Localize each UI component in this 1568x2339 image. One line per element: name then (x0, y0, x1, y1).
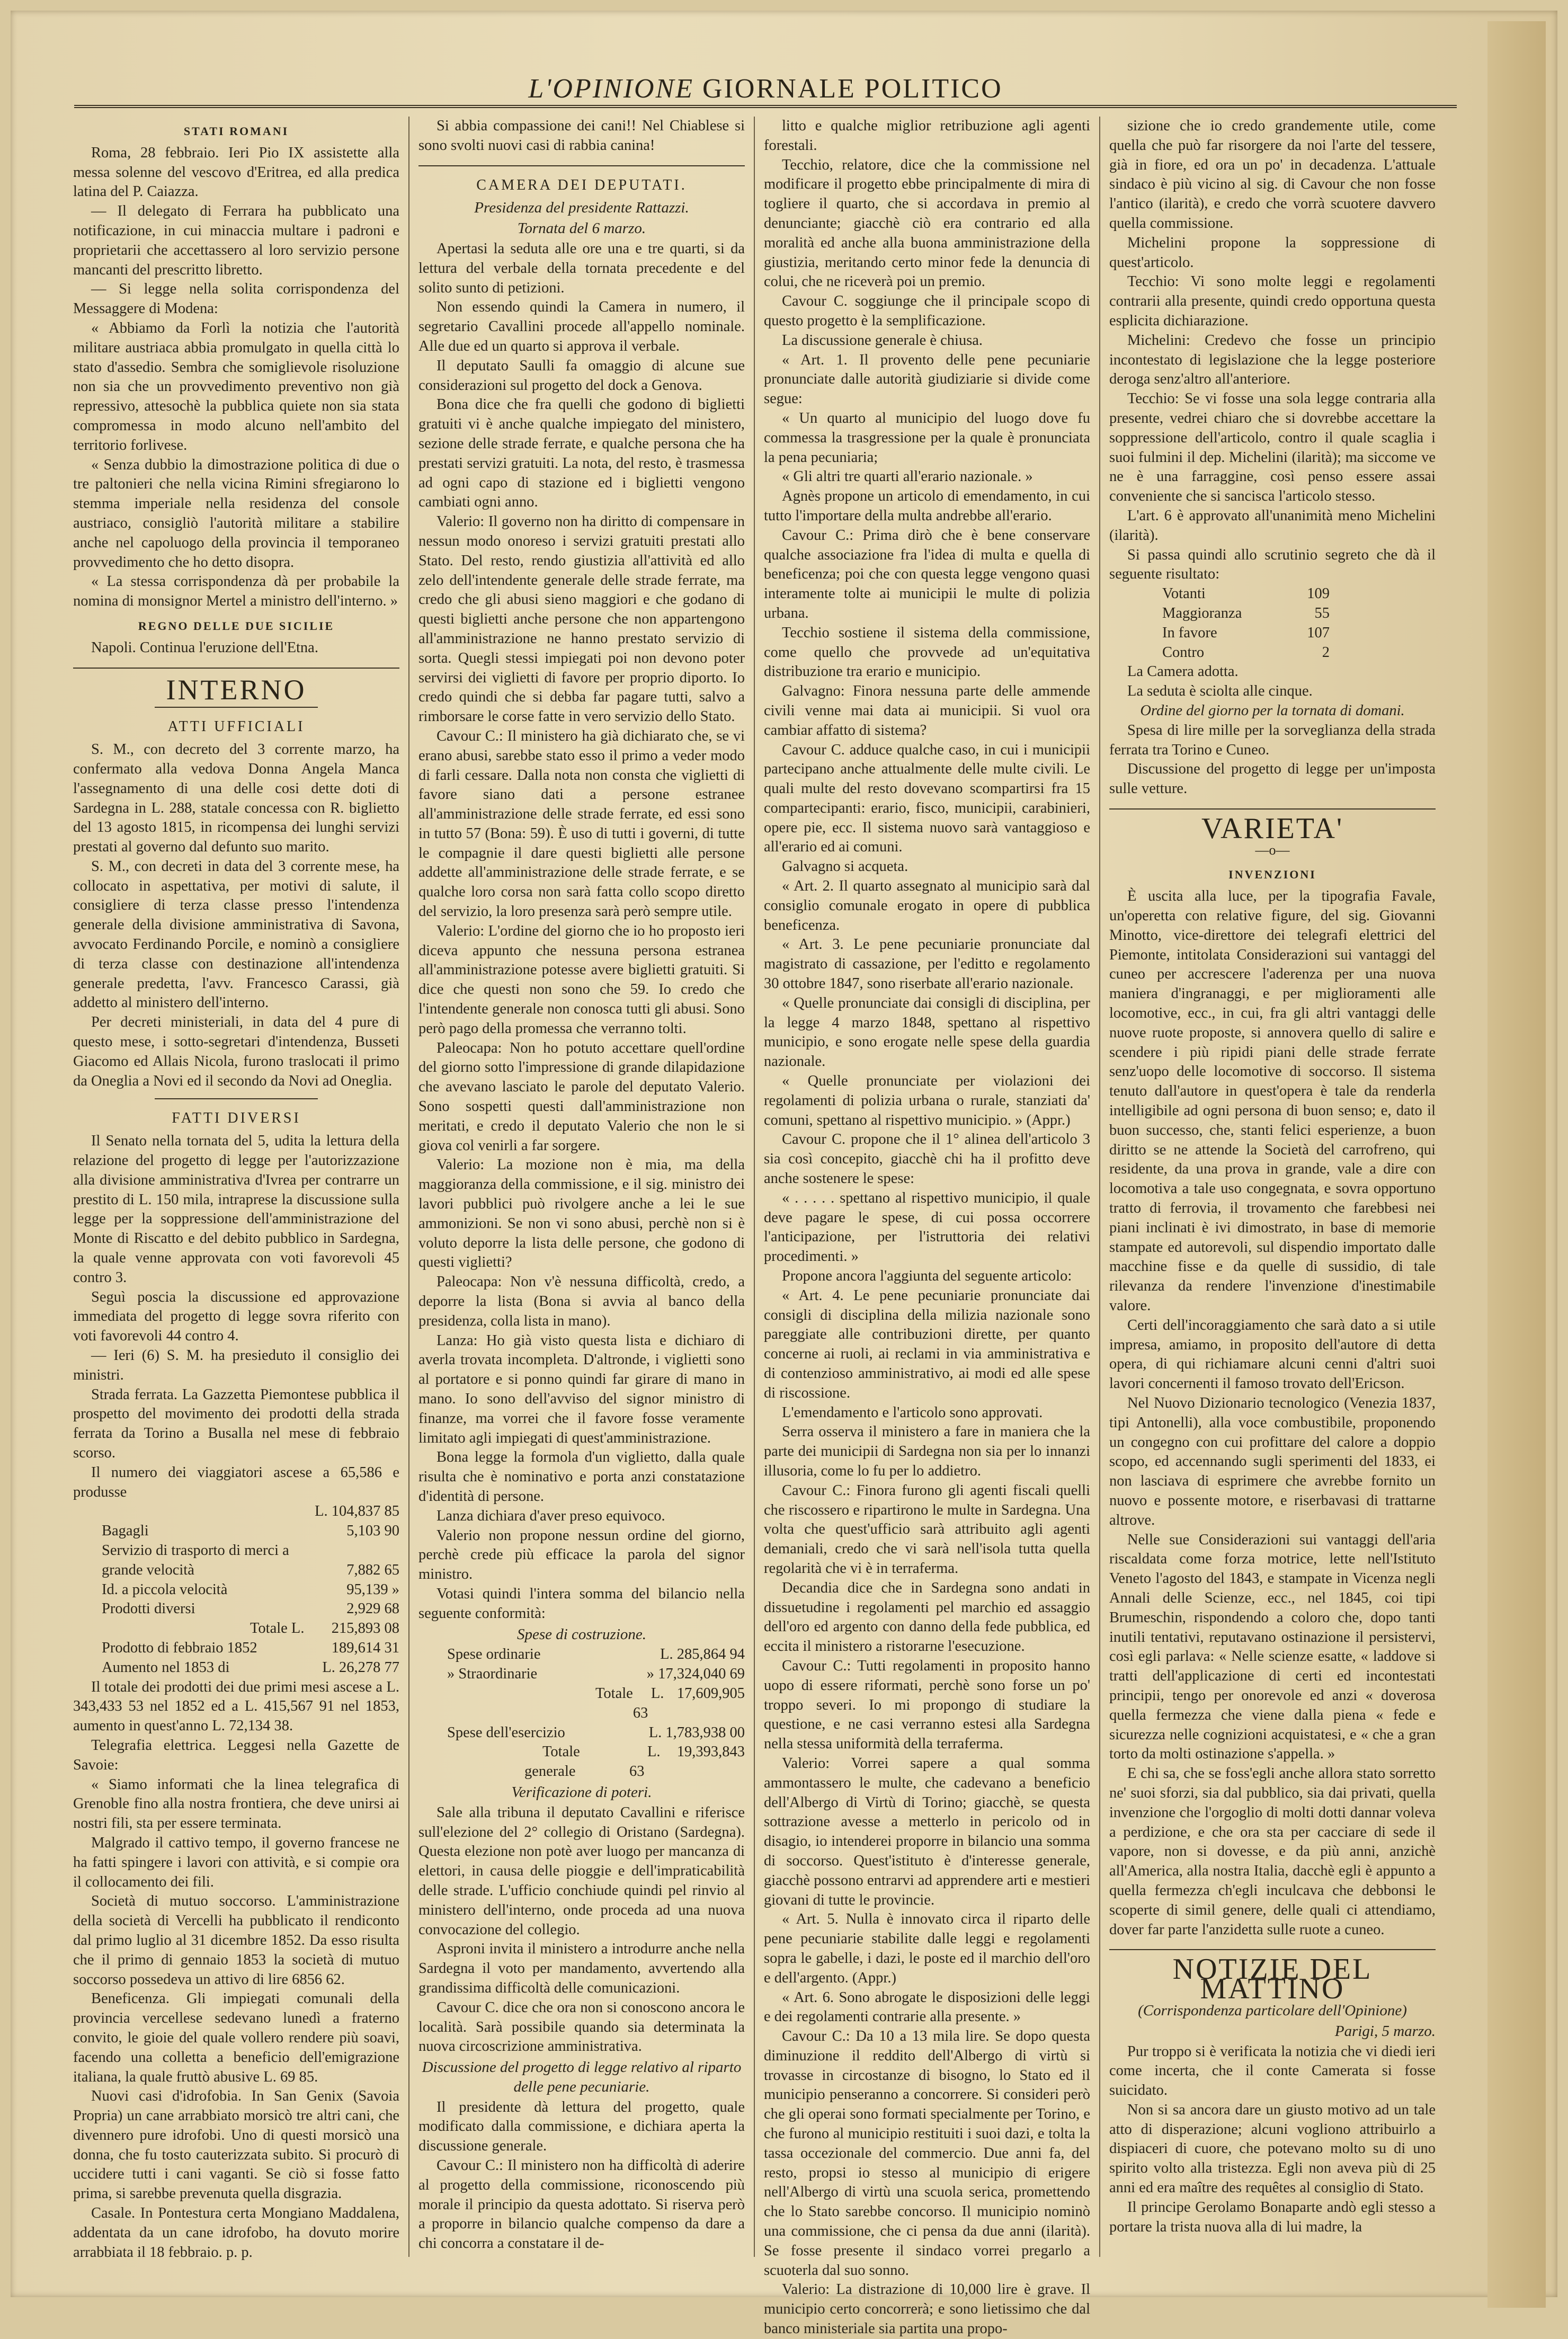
divider (73, 668, 399, 669)
article-paragraph: Cavour C.: Finora furono gli agenti fiscali quelli che riscossero e ripartirono le multe in Sardegna. Una volta che quest'ufficio sarà attribuito agli agenti demaniali, credo che vi sarà nell'isola tutta quella regolarità che vi è in terraferma. (764, 1482, 1090, 1577)
article-paragraph: Non essendo quindi la Camera in numero, il segretario Cavallini procede all'appello nominale. Alle due ed un quarto si approva il verbale. (418, 299, 745, 354)
article-paragraph: « Siamo informati che la linea telegrafica di Grenoble fino alla nostra frontiera, che deve unirsi ai nostri fili, sta per essere terminata. (73, 1776, 399, 1832)
table-row: Totale L. 215,893 08 (250, 1620, 399, 1637)
article-paragraph: « Art. 2. Il quarto assegnato al municipio sarà dal consiglio comunale erogato in opere di pubblica beneficenza. (764, 878, 1090, 933)
article-paragraph: Bona dice che fra quelli che godono di biglietti gratuiti vi è anche qualche impiegato del ministero, sezione delle strade ferrate, e qualche persona che ha prestati servizi gratuiti. La nota, del resto, è trasmessa ad ogni capo di stazione ed i biglietti vengono cambiati ogni anno. (418, 396, 745, 511)
column-1 (73, 117, 399, 2261)
subheading: Tornata del 6 marzo. (517, 220, 646, 237)
railway-table (73, 1502, 399, 1677)
article-paragraph: Società di mutuo soccorso. L'amministrazione della società di Vercelli ha pubblicato il rendiconto dal primo luglio al 31 dicembre 1852. Da esso risulta che il primo di gennaio 1853 la società di mutuo soccorso possedeva un attivo di lire 6856 62. (73, 1893, 399, 1988)
article-paragraph: Cavour C.: Da 10 a 13 mila lire. Se dopo questa diminuzione il reddito dell'Albergo di virtù si trovasse in circostanze di bisogno, lo Stato ed il municipio penseranno a concorrere. Si consideri però che gli operai sono formati specialmente per Torino, e che furono al municipio restituiti i suoi dazi, e tolta la tassa occezionale del commercio. Due anni fa, del resto, propsi io stesso al municipio di erigere nell'Albergo di virtù una scuola serica, promettendo che lo Stato sarebbe concorso. Il municipio nominò una commissione, che ci pensa da due anni (ilarità). Se fosse presente il sindaco vorrei pregarlo a scuoterla dal suo sonno. (764, 2028, 1090, 2279)
article-paragraph: « Senza dubbio la dimostrazione politica di due o tre paltonieri che nella vicina Rimini sfregiarono lo stemma imperiale nella residenza del console austriaco, consigliò l'autorità militare a stabilire anche nel capoluogo della provincia il temporaneo provvedimento che ho detto disopra. (73, 456, 399, 571)
article-paragraph: Nuovi casi d'idrofobia. In San Genix (Savoia Propria) un cane arrabbiato morsicò tre altri cani, che divennero pure idrofobi. Uno di questi morsicò una donna, che fu tosto cauterizzata subito. Si procurò di uccidere tutti i cani vaganti. Se ciò si fosse fatto prima, si sarebbe prevenuta quella disgrazia. (73, 2088, 399, 2202)
article-paragraph: « La stessa corrispondenza dà per probabile la nomina di monsignor Mertel a ministro dell'interno. » (73, 573, 399, 610)
article-paragraph: Sale alla tribuna il deputato Cavallini e riferisce sull'elezione del 2° collegio di Oristano (Sardegna). Questa elezione non potè aver luogo per mancanza di elettori, in causa delle pioggie e dell'impraticabilità delle strade. L'ufficio conchiude quindi pel rinvio al ministero dell'interno, onde proceda ad una nuova convocazione del collegio. (418, 1804, 745, 1938)
article-paragraph: L'emendamento e l'articolo sono approvati. (782, 1404, 1043, 1421)
table-row: » Straordinarie » 17,324,040 69 (447, 1666, 745, 1683)
article-paragraph: Michelini: Credevo che fosse un principio incontestato di legislazione che la legge posteriore deroga senz'altro all'anteriore. (1109, 332, 1436, 388)
article-paragraph: Cavour C.: Prima dirò che è bene conservare qualche associazione fra l'idea di multa e quella di beneficenza; poi che con questa legge vengono quasi interamente tolte ai municipii le multe di polizia urbana. (764, 527, 1090, 621)
subheading: Discussione del progetto di legge relativo al riparto delle pene pecuniarie. (422, 2059, 742, 2095)
table-row: Spese ordinarie L. 285,864 94 (447, 1646, 745, 1663)
article-paragraph: La seduta è sciolta alle cinque. (1127, 683, 1313, 700)
column-rule (408, 117, 409, 2257)
subsection-heading: ATTI UFFICIALI (167, 718, 305, 735)
column-3 (764, 117, 1090, 2337)
article-paragraph: L'art. 6 è approvato all'unanimità meno Michelini (ilarità). (1109, 507, 1436, 544)
article-paragraph: Il numero dei viaggiatori ascese a 65,586 e produsse (73, 1464, 399, 1500)
newspaper-title: L'OPINIONE GIORNALE POLITICO (528, 74, 1003, 104)
article-paragraph: Il deputato Saulli fa omaggio di alcune sue considerazioni sul progetto del dock a Genova. (418, 357, 745, 394)
article-paragraph: Certi dell'incoraggiamento che sarà dato a si utile impresa, amiamo, in proposito dell'autore di detta opera, di qui richiamare alcuni cenni d'altri suoi lavori concernenti il famoso trovato dell'Ericson. (1109, 1317, 1436, 1392)
section-heading: REGNO DELLE DUE SICILIE (138, 619, 335, 633)
article-paragraph: Strada ferrata. La Gazzetta Piemontese pubblica il prospetto del movimento dei prodotti della strada ferrata da Torino a Busalla nel mese di febbraio scorso. (73, 1386, 399, 1461)
article-paragraph: Pur troppo si è verificata la notizia che vi diedi ieri come incerta, che il conte Camerata si fosse suicidato. (1109, 2043, 1436, 2099)
article-paragraph: Cavour C.: Tutti regolamenti in proposito hanno uopo di essere riformati, perchè sono forse un po' troppo severi. Io mi propongo di studiare la questione, e ne casi verranno estesi alla Sardegna nella stessa uniformità della terraferma. (764, 1657, 1090, 1753)
article-paragraph: Valerio non propone nessun ordine del giorno, perchè crede più efficace la parola del signor ministro. (418, 1527, 745, 1583)
table-row: Prodotti diversi 2,929 68 (102, 1600, 399, 1617)
article-paragraph: Cavour C. adduce qualche caso, in cui i municipii partecipano anche attualmente delle multe civili. Le quali multe del resto dovevano scompartirsi fra 15 compartecipanti: erario, fisco, municipii, carabinieri, opere pie, ecc. Il sistema nuovo sarà vantaggioso e all'erario ed ai comuni. (764, 741, 1090, 856)
article-paragraph: « Abbiamo da Forlì la notizia che l'autorità militare austriaca abbia promulgato in quella città lo stato d'assedio. Sembra che somiglievole risoluzione non sia che un provvedimento preventivo non già repressivo, attesochè la pubblica quiete non sia stata compromessa in modo alcuno nell'ambito del territorio forlivese. (73, 319, 399, 453)
article-paragraph: Per decreti ministeriali, in data del 4 pure di questo mese, i sotto-segretari d'intendenza, Busseti Giacomo ed Allais Nicola, furono traslocati il primo da Oneglia a Novi ed il secondo da Novi ad Oneglia. (73, 1014, 399, 1089)
article-paragraph: « Un quarto al municipio del luogo dove fu commessa la trasgressione per la quale è pronunciata la pena pecuniaria; (764, 410, 1090, 466)
section-heading: CAMERA DEI DEPUTATI. (476, 176, 687, 193)
article-paragraph: Paleocapa: Non ho potuto accettare quell'ordine del giorno sotto l'impressione di grande dilapidazione che avevano lasciato le parole del deputato Valerio. Sono sospetti questi dall'amministrazione non meritati, e credo il deputato Valerio che non le si giova col venirli a far sorgere. (418, 1039, 745, 1154)
article-paragraph: La discussione generale è chiusa. (782, 332, 983, 349)
article-paragraph: Malgrado il cattivo tempo, il governo francese ne ha fatti spingere i lavori con attività, e si compie ora il collocamento dei fili. (73, 1834, 399, 1890)
article-paragraph: Cavour C.: Il ministero ha già dichiarato che, se vi erano abusi, sarebbe stato esso il primo a veder modo di farli cessare. Dalla nota non consta che viglietti di favore siano dati a persone estranee all'amministrazione delle strade ferrate, ed essi sono in tutto 57 (Bona: 59). È uso di tutti i governi, di tutte le compagnie il dare questi biglietti alle persone addette all'amministrazione delle strade ferrate, e se qualche loro corsa non sarà fatta collo scopo diretto del servizio, la loro presenza sarà però sempre utile. (418, 727, 745, 920)
subsection-heading: FATTI DIVERSI (172, 1110, 301, 1127)
article-paragraph: Cavour C. soggiunge che il principale scopo di questo progetto è la semplificazione. (764, 293, 1090, 329)
article-paragraph: Discussione del progetto di legge per un'imposta sulle vetture. (1109, 761, 1436, 797)
article-paragraph: Il principe Gerolamo Bonaparte andò egli stesso a portare la trista nuova alla di lui madre, la (1109, 2199, 1436, 2235)
article-paragraph: Valerio: La mozione non è mia, ma della maggioranza della commissione, e il sig. ministro dei lavori pubblici può rivolgere anche a lei le sue ammonizioni. Se non vi sono abusi, perchè non si è voluto deporre la lista delle persone, che godono di questi viglietti? (418, 1157, 745, 1271)
article-paragraph: E chi sa, che se foss'egli anche allora stato sorretto ne' suoi sforzi, sia dal pubblico, sia dai privati, quella invenzione che l'orgoglio di molti dotti dannar voleva a perdizione, e che ora sta per cacciare di sede il vapore, non si dovesse, e da più anni, anzichè all'America, alla nostra Italia, dacchè egli è appunto a quella fermezza ch'egli inculcava che debbonsi le scoperte di simil genere, delle quali ci attendiamo, dover far parte l'anzidetta sulle ruote a cuneo. (1109, 1765, 1436, 1938)
article-paragraph: Telegrafia elettrica. Leggesi nella Gazette de Savoie: (73, 1737, 399, 1773)
article-paragraph: Propone ancora l'aggiunta del seguente articolo: (782, 1268, 1072, 1285)
section-heading: VARIETA' (1201, 812, 1344, 845)
article-paragraph: « Art. 3. Le pene pecuniarie pronunciate dal magistrato di cassazione, per l'editto e regolamento 30 ottobre 1847, sono riserbate all'erario nazionale. (764, 936, 1090, 992)
table-row: In favore 107 (1162, 624, 1330, 641)
ornament: —o— (1255, 842, 1290, 858)
column-rule (754, 117, 755, 2257)
article-paragraph: — Si legge nella solita corrispondenza del Messaggere di Modena: (73, 281, 399, 317)
table-row: grande velocità 7,882 65 (102, 1561, 399, 1578)
article-paragraph: Tecchio: Se vi fosse una sola legge contraria alla presente, vedrei chiaro che si dovrebbe accettare la soppressione dell'articolo, contro il quale scaglia i suoi fulmini il dep. Michelini (ilarità); ma siccome ve ne è una farraggine, così penso essere assai conveniente che si sancisca l'articolo stesso. (1109, 390, 1436, 505)
subheading: (Corrispondenza particolare dell'Opinione) (1138, 2002, 1407, 2019)
article-paragraph: « Quelle pronunciate per violazioni dei regolamenti di polizia urbana o rurale, stanziati da' comuni, spettano al rispettivo municipio. » (Appr.) (764, 1073, 1090, 1128)
article-paragraph: Casale. In Pontestura certa Mongiano Maddalena, addentata da un cane idrofobo, ha dovuto morire arrabbiata il 18 febbraio. p. p. (73, 2205, 399, 2261)
table-row: Contro 2 (1162, 644, 1330, 661)
article-paragraph: Decandia dice che in Sardegna sono andati in dissuetudine i regolamenti pel marchio ed assaggio dell'oro ed argento con danno della fede pubblica, ed eccita il ministero a ristorarne l'esecuzione. (764, 1579, 1090, 1655)
article-paragraph: La Camera adotta. (1127, 663, 1239, 680)
article-paragraph: Michelini propone la soppressione di quest'articolo. (1109, 234, 1436, 271)
article-paragraph: « Art. 1. Il provento delle pene pecuniarie pronunciate dalle autorità giudiziarie si divide come segue: (764, 351, 1090, 407)
article-paragraph: « . . . . . spettano al rispettivo municipio, il quale deve pagare le spese, di cui possa occorrere l'anticipazione, per l'istruttoria dei relativi procedimenti. » (764, 1189, 1090, 1265)
table-row: Prodotto di febbraio 1852 189,614 31 (102, 1639, 399, 1656)
table-row: Servizio di trasporto di merci a (102, 1542, 289, 1559)
table-row: Id. a piccola velocità 95,139 » (102, 1581, 399, 1598)
table-row: Totale generale L. 19,393,843 63 (524, 1744, 745, 1780)
article-paragraph: Napoli. Continua l'eruzione dell'Etna. (91, 639, 318, 656)
article-paragraph: Agnès propone un articolo di emendamento, in cui tutto l'importare della multa andrebbe all'erario. (764, 488, 1090, 524)
article-paragraph: Si passa quindi allo scrutinio segreto che dà il seguente risultato: (1109, 546, 1436, 583)
table-row: L. 104,837 85 (315, 1503, 399, 1520)
article-paragraph: Asproni invita il ministero a introdurre anche nella Sardegna il voto per mandamento, avvertendo alla grandissima difficoltà delle comunicazioni. (418, 1941, 745, 1996)
article-paragraph: — Il delegato di Ferrara ha pubblicato una notificazione, in cui minaccia multare i padroni e proprietarii che accettassero al loro servizio persone mancanti del prescritto libretto. (73, 203, 399, 278)
article-paragraph: « Art. 4. Le pene pecuniarie pronunciate dai consigli di disciplina della milizia nazionale sono pareggiate alle contribuzioni dirette, per quanto concerne ai ruoli, ai reclami in via amministrativa e di contenzioso amministrativo, ai modi ed alle spese di riscossione. (764, 1287, 1090, 1401)
subheading: Spese di costruzione. (516, 1625, 647, 1643)
table-row: Aumento nel 1853 di L. 26,278 77 (102, 1659, 399, 1676)
column-4 (1109, 117, 1436, 2257)
vote-table (1109, 584, 1436, 662)
article-paragraph: S. M., con decreto del 3 corrente marzo, ha confermato alla vedova Donna Angela Manca l'assegnamento di una delle cosi dette doti di Sardegna in L. 288, statale concessa con R. biglietto del 13 agosto 1815, in ricompensa dei lunghi servizi prestati al governo dal defunto suo marito. (73, 741, 399, 856)
article-paragraph: È uscita alla luce, per la tipografia Favale, un'operetta con relative figure, del sig. Giovanni Minotto, vice-direttore dei telegrafi elettrici del Piemonte, intitolata Considerazioni sui vantaggi del cuneo per accrescere l'aderenza per una nuova maniera d'ingranaggi, e per miglioramenti alle locomotive, ecc., in cui, fra gli altri vantaggi delle nuove ruote proposte, si annovera quello di salire e scendere i più ripidi piani delle strade ferrate senz'uopo delle locomotive di soccorso. Il sistema tenuto dall'autore in quest'opera è tale da renderla intelligibile ad ogni persona di buon senso; e, dato il buon successo, che, stanti felici esperienze, a buon diritto se ne attende la Società del carrofreno, qui residente, da una prova in grande, vale a dire con locomotiva a tale uso congegnata, e sovra opportuno tratto di ferrovia, il trovamento che farebbesi nei piani inclinati è ivi dimostrato, in base di memorie stampate ed autorevoli, sul dispendio importato dalle macchine fisse e da quelle di sussidio, di tale rilevanza da rendere l'invenzione d'inestimabile valore. (1109, 888, 1436, 1314)
article-paragraph: Non si sa ancora dare un giusto motivo ad un tale atto di disperazione; alcuni vogliono attribuirlo a dispiaceri di cuore, che potevano molto su di uno spirito volto alla tristezza. Egli non aveva più di 25 anni ed era maître des requêtes al consiglio di Stato. (1109, 2101, 1436, 2196)
article-paragraph: Tecchio, relatore, dice che la commissione nel modificare il progetto ebbe principalmente di mira di togliere il quarto, che si accordava in premio al denunciante; giacchè ciò era contrario ed alla moralità ed anche alla buona amministrazione della giustizia, meritando certo minor fede la denuncia di colui, che ne riceverà poi un premio. (764, 156, 1090, 290)
article-paragraph: sizione che io credo grandemente utile, come quella che può far risorgere da noi l'arte del tessere, già in fiore, ed ora un po' in decadenza. L'attuale sindaco è più vicino al sig. di Cavour che non fosse l'antico (ilarità), e credo che vorrà scuotere davvero quella commissione. (1109, 118, 1436, 232)
article-paragraph: Lanza: Ho già visto questa lista e dichiaro di averla trovata incompleta. D'altronde, i viglietti sono al portatore e si ponno quindi far girare di mano in mano. Io sono dell'avviso del signor ministro di finanze, ma vorrei che il favore fosse veramente limitato agli impiegati di quest'amministrazione. (418, 1332, 745, 1446)
article-paragraph: — Ieri (6) S. M. ha presieduto il consiglio dei ministri. (73, 1347, 399, 1383)
table-row: Spese dell'esercizio L. 1,783,938 00 (447, 1724, 745, 1741)
article-paragraph: Nelle sue Considerazioni sui vantaggi dell'aria riscaldata come forza motrice, lette nell'Istituto Veneto l'agosto del 1843, e stampate in Vicenza negli Annali delle Scienze, ecc., nel 1845, coi tipi Brumeschin, rispondendo a coloro che, dopo tanti inutili tentativi, reputavano ostinazione il persistervi, così egli parlava: « Nelle scienze esatte, « laddove si tratti dell'applicazione di certi ed incontestati principii, tengo per onorevole ed anzi « doverosa quella fermezza che viene dalla piena « fede e sicurezza nelle cognizioni acquistatesi, e « che a gran torto da molti ostinazione s'appella. » (1109, 1531, 1436, 1763)
article-paragraph: Galvagno: Finora nessuna parte delle ammende civili venne mai data ai municipii. Si vuol ora cambiar affatto di sistema? (764, 683, 1090, 739)
divider (1109, 808, 1436, 810)
article-paragraph: Nel Nuovo Dizionario tecnologico (Venezia 1837, tipi Antonelli), alla voce combustibile, proponendo un congegno con cui profittare del calore a doppio scopo, ed accennando sugli sperimenti del 1833, ei non lasciava di esprimere che avrebbe fornito un nuovo e possente motore, e riserbavasi di trattarne altrove. (1109, 1395, 1436, 1528)
divider (418, 165, 745, 166)
article-paragraph: « Quelle pronunciate dai consigli di disciplina, per la legge 4 marzo 1848, spettano al rispettivo municipio, e sono erogate nelle spese della guardia nazionale. (764, 994, 1090, 1070)
column-rule (1099, 117, 1100, 2257)
subsection-heading: INVENZIONI (1228, 868, 1316, 882)
article-paragraph: Cavour C. propone che il 1° alinea dell'articolo 3 sia così concepito, giacchè chi ha il profitto deve anche sostenere le spese: (764, 1131, 1090, 1187)
article-paragraph: « Art. 6. Sono abrogate le disposizioni delle leggi e dei regolamenti contrarie alla presente. » (764, 1989, 1090, 2025)
divider (1109, 1949, 1436, 1950)
masthead (74, 42, 1457, 108)
article-paragraph: Il presidente dà lettura del progetto, quale modificato dalla commissione, e dichiara aperta la discussione generale. (418, 2098, 745, 2155)
article-paragraph: Apertasi la seduta alle ore una e tre quarti, si da lettura del verbale della tornata precedente e del solito sunto di petizioni. (418, 240, 745, 296)
section-heading: STATI ROMANI (183, 124, 289, 138)
article-paragraph: Votasi quindi l'intera somma del bilancio nella seguente conformità: (418, 1585, 745, 1622)
article-paragraph: Valerio: La distrazione di 10,000 lire è grave. Il municipio certo concorrerà; e sono lietissimo che dal banco ministeriale sia partita una propo- (764, 2281, 1090, 2337)
article-paragraph: Roma, 28 febbraio. Ieri Pio IX assistette alla messa solenne del vescovo d'Eritrea, ed alla predica latina del P. Caiazza. (73, 144, 399, 200)
newspaper-page (11, 11, 1557, 2337)
column-2 (418, 117, 745, 2257)
page-edge (1487, 21, 1546, 2308)
article-paragraph: Cavour C. dice che ora non si conoscono ancora le località. Sarà possibile quando sia determinata la nuova circoscrizione amministrativa. (418, 1999, 745, 2055)
article-paragraph: Lanza dichiara d'aver preso equivoco. (436, 1507, 665, 1524)
article-paragraph: Valerio: L'ordine del giorno che io ho proposto ieri diceva appunto che nessuna persona estranea all'amministrazione potesse avere biglietti gratuiti. Si dice che questi non sono che 59. Io credo che l'intendente generale non conosca tutti gli abusi. Sono però pago della promessa che verranno tolti. (418, 922, 745, 1037)
article-paragraph: Beneficenza. Gli impiegati comunali della provincia vercellese sedevano lunedì a fraterno convito, le gioie del quale vollero rendere più soavi, facendo una colletta a beneficio dell'emigrazione italiana, la quale fruttò abusive L. 69 85. (73, 1990, 399, 2085)
article-paragraph: « Gli altri tre quarti all'erario nazionale. » (782, 468, 1033, 485)
article-paragraph: Galvagno si acqueta. (782, 858, 908, 875)
table-row: Totale L. 17,609,905 63 (595, 1685, 745, 1721)
article-paragraph: Tecchio: Vi sono molte leggi e regolamenti contrarii alla presente, quindi credo opportuna questa esplicita dichiarazione. (1109, 273, 1436, 329)
article-paragraph: Il Senato nella tornata del 5, udita la lettura della relazione del progetto di legge per l'autorizzazione alla divisione amministrativa d'Ivrea per contrarre un prestito di L. 150 mila, intraprese la discussione sulla legge per la soppressione dell'amministrazione del Monte di Riscatto e del debito pubblico in Sardegna, la quale venne approvata con voti favorevoli 45 contro 3. (73, 1133, 399, 1286)
article-paragraph: Si abbia compassione dei cani!! Nel Chiablese si sono svolti nuovi casi di rabbia canina! (418, 118, 745, 154)
dateline: Parigi, 5 marzo. (1334, 2022, 1436, 2040)
budget-table (418, 1645, 745, 1782)
article-paragraph: « Art. 5. Nulla è innovato circa il riparto delle pene pecuniarie stabilite dalle leggi e regolamenti sopra le gabelle, i dazi, le poste ed il marchio dell'oro e dell'argento. (Appr.) (764, 1911, 1090, 1986)
article-paragraph: Valerio: Vorrei sapere a qual somma ammontassero le multe, che cadevano a beneficio dell'Albergo di Virtù di Torino; giacchè, se questa sottrazione avesse a metterlo in pericolo od in disagio, io intenderei proporre in bilancio una somma di soccorso. Quest'istituto è d'interesse generale, giacchè possono entrarvi ad apprendere arti e mestieri giovani di tutte le provincie. (764, 1755, 1090, 1908)
article-paragraph: Spesa di lire mille per la sorveglianza della strada ferrata tra Torino e Cuneo. (1109, 722, 1436, 758)
article-paragraph: Tecchio sostiene il sistema della commissione, come quello che provvede ad un'equitativa distribuzione tra erario e municipio. (764, 624, 1090, 680)
subheading: Presidenza del presidente Rattazzi. (474, 199, 689, 217)
article-paragraph: litto e qualche miglior retribuzione agli agenti forestali. (764, 118, 1090, 154)
table-row: Bagagli 5,103 90 (102, 1523, 399, 1540)
article-paragraph: Seguì poscia la discussione ed approvazione immediata del progetto di legge sovra riferito con voti favorevoli 44 contro 4. (73, 1288, 399, 1345)
article-paragraph: Valerio: Il governo non ha diritto di compensare in nessun modo onoreso i servizi gratuiti prestati allo Stato. Del resto, rendo giustizia all'attività ed allo zelo dell'intendente generale delle strade ferrate, ma credo che gli abusi sieno maggiori e che godano di questi biglietti anche persone che non appartengono all'amministrazione ne hanno prestato servizio di sorta. Quegli stessi impiegati poi non devono poter servirsi dei viglietti di favore per proprio diporto. Io credo quindi che si debba far pagare tutti, salvo a rimborsare le corse fatte in vero servizio dello Stato. (418, 513, 745, 725)
section-heading: INTERNO (166, 673, 307, 706)
table-row: Maggioranza 55 (1162, 604, 1330, 621)
divider (155, 707, 318, 708)
article-paragraph: S. M., con decreti in data del 3 corrente mese, ha collocato in aspettativa, per motivi di salute, il consigliere di terza classe presso l'intendenza generale della divisione amministrativa di Savona, avvocato Ferdinando Porcile, e nominò a consigliere di terza classe con destinazione all'intendenza generale predetta, l'avv. Francesco Carassi, già addetto al ministero dell'interno. (73, 858, 399, 1011)
agenda-heading: Ordine del giorno per la tornata di domani. (1140, 702, 1405, 719)
article-paragraph: Il totale dei prodotti dei due primi mesi ascese a L. 343,433 53 nel 1852 ed a L. 415,567 91 nel 1853, aumento in quest'anno L. 72,134 38. (73, 1678, 399, 1735)
section-heading: NOTIZIE DEL MATTINO (1172, 1953, 1373, 2006)
table-row: Votanti 109 (1162, 585, 1330, 602)
article-paragraph: Cavour C.: Il ministero non ha difficoltà di aderire al progetto della commissione, riconoscendo più morale il principio da questa adottato. Si riserva però a proporre in bilancio qualche compenso da dare a chi concorra a constatare il de- (418, 2157, 745, 2252)
subheading: Verificazione di poteri. (511, 1783, 652, 1801)
divider (155, 1098, 318, 1099)
article-paragraph: Serra osserva il ministero a fare in maniera che la parte dei municipii di Sardegna non sia per lo innanzi illusoria, come lo fu per lo addietro. (764, 1424, 1090, 1479)
article-paragraph: Paleocapa: Non v'è nessuna difficoltà, credo, a deporre la lista (Bona si avvia al banco della presidenza, colla lista in mano). (418, 1274, 745, 1329)
article-paragraph: Bona legge la formola d'un viglietto, dalla quale risulta che è nominativo e porta anzi constatazione d'identità di persone. (418, 1449, 745, 1505)
